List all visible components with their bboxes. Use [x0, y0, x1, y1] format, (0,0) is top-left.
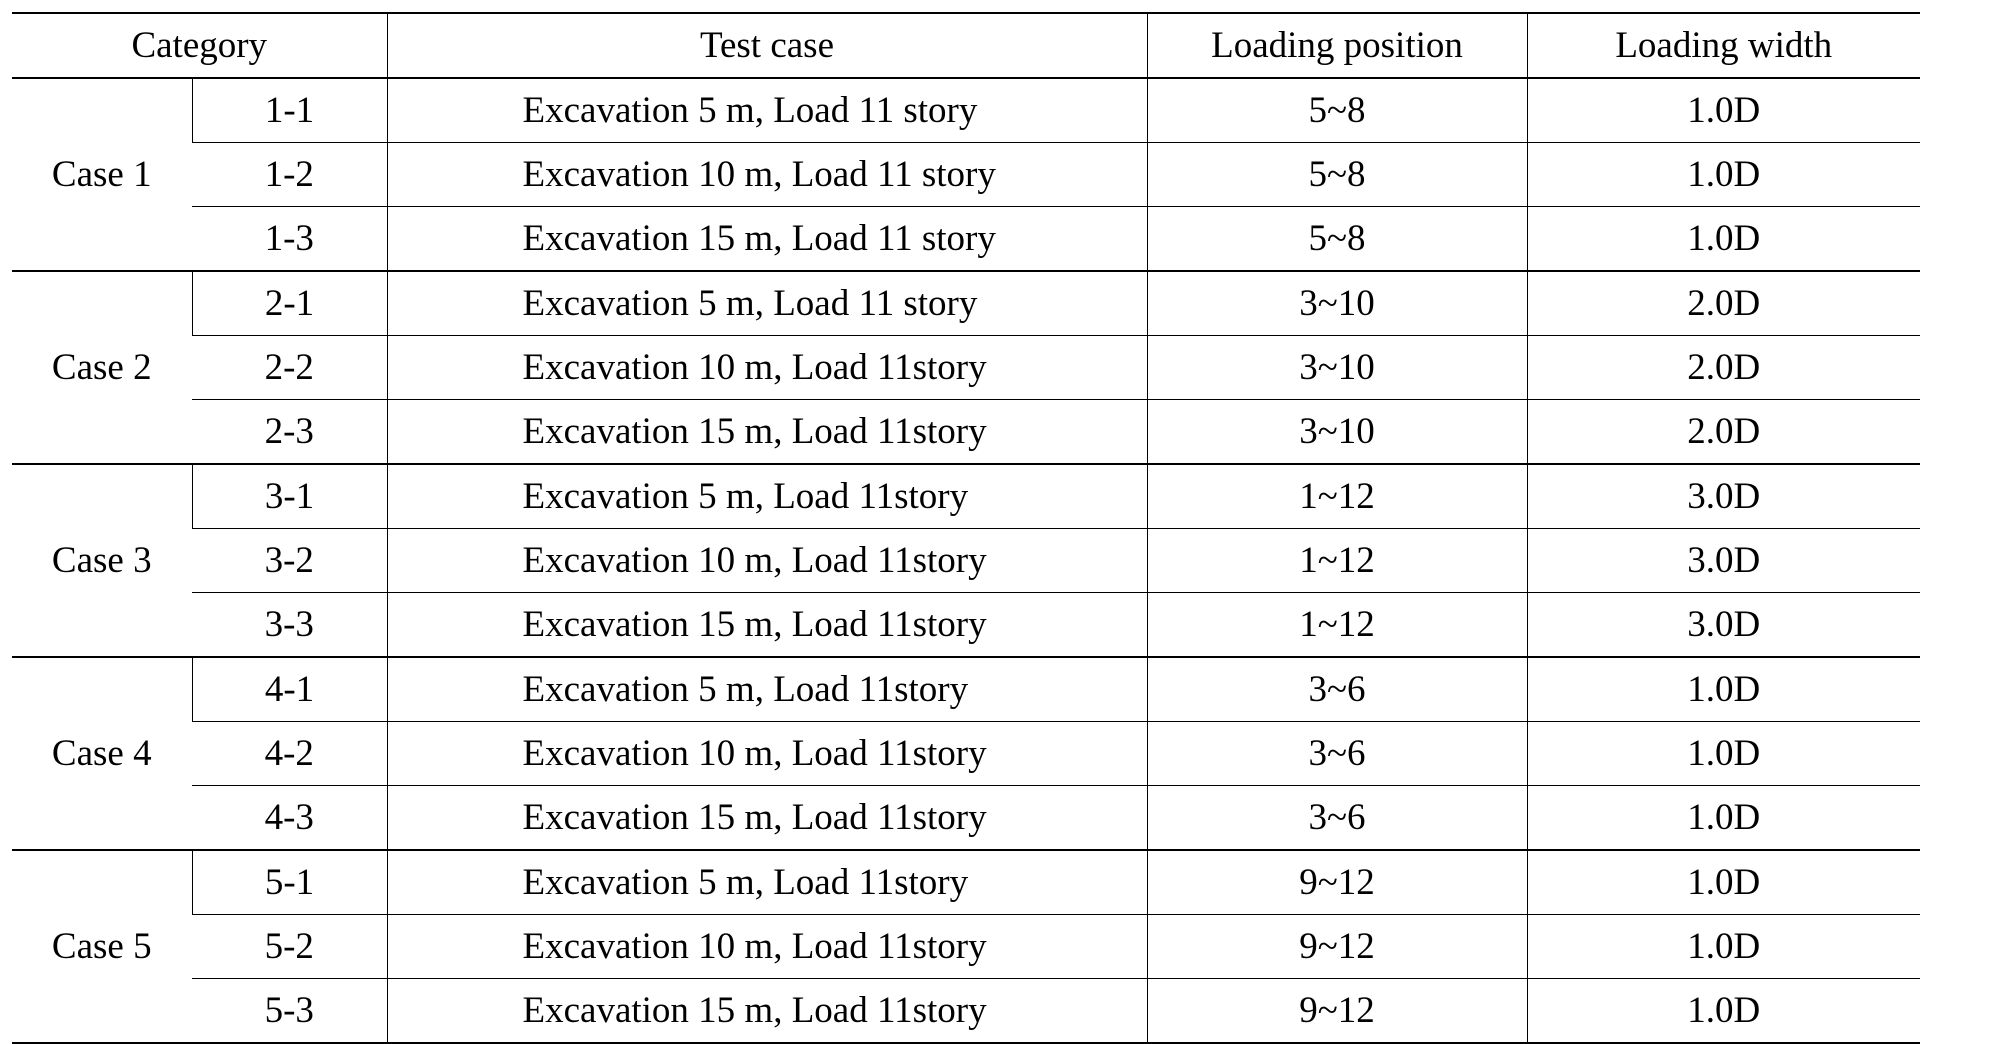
header-test-case: Test case	[387, 13, 1147, 78]
sub-case-id: 1-1	[192, 78, 387, 143]
sub-case-id: 5-3	[192, 979, 387, 1044]
table-row	[12, 464, 1920, 529]
table-row	[12, 529, 1920, 593]
loading-width-cell: 1.0D	[1527, 915, 1920, 979]
loading-position-cell: 1~12	[1147, 529, 1527, 593]
test-case-table	[12, 12, 1920, 1044]
test-case-cell: Excavation 15 m, Load 11story	[387, 786, 1147, 851]
sub-case-id: 1-2	[192, 143, 387, 207]
sub-case-id: 2-3	[192, 400, 387, 465]
test-case-cell: Excavation 10 m, Load 11 story	[387, 143, 1147, 207]
table-row	[12, 400, 1920, 465]
sub-case-id: 3-2	[192, 529, 387, 593]
table-row	[12, 207, 1920, 272]
loading-position-cell: 1~12	[1147, 593, 1527, 658]
table-row	[12, 143, 1920, 207]
table-row	[12, 850, 1920, 915]
sub-case-id: 5-1	[192, 850, 387, 915]
table-row	[12, 593, 1920, 658]
loading-width-cell: 2.0D	[1527, 336, 1920, 400]
loading-position-cell: 3~6	[1147, 722, 1527, 786]
loading-position-cell: 5~8	[1147, 207, 1527, 272]
loading-width-cell: 1.0D	[1527, 657, 1920, 722]
loading-position-cell: 9~12	[1147, 979, 1527, 1044]
test-case-cell: Excavation 5 m, Load 11story	[387, 850, 1147, 915]
test-case-cell: Excavation 5 m, Load 11 story	[387, 271, 1147, 336]
test-case-cell: Excavation 10 m, Load 11story	[387, 529, 1147, 593]
test-case-cell: Excavation 10 m, Load 11story	[387, 336, 1147, 400]
loading-width-cell: 3.0D	[1527, 464, 1920, 529]
sub-case-id: 3-3	[192, 593, 387, 658]
loading-width-cell: 1.0D	[1527, 722, 1920, 786]
header-category: Category	[12, 13, 387, 78]
table-row	[12, 722, 1920, 786]
sub-case-id: 5-2	[192, 915, 387, 979]
table-body	[12, 78, 1920, 1043]
test-case-cell: Excavation 5 m, Load 11 story	[387, 78, 1147, 143]
header-loading-width: Loading width	[1527, 13, 1920, 78]
table-row	[12, 78, 1920, 143]
test-case-cell: Excavation 5 m, Load 11story	[387, 657, 1147, 722]
loading-width-cell: 2.0D	[1527, 400, 1920, 465]
table-row	[12, 915, 1920, 979]
loading-position-cell: 3~6	[1147, 657, 1527, 722]
table-row	[12, 271, 1920, 336]
loading-position-cell: 5~8	[1147, 78, 1527, 143]
loading-width-cell: 2.0D	[1527, 271, 1920, 336]
case-label: Case 2	[12, 271, 192, 464]
case-label: Case 4	[12, 657, 192, 850]
test-case-cell: Excavation 5 m, Load 11story	[387, 464, 1147, 529]
case-label: Case 5	[12, 850, 192, 1043]
table-header	[12, 13, 1920, 78]
loading-position-cell: 1~12	[1147, 464, 1527, 529]
case-label: Case 3	[12, 464, 192, 657]
loading-position-cell: 9~12	[1147, 850, 1527, 915]
loading-width-cell: 1.0D	[1527, 78, 1920, 143]
test-case-cell: Excavation 15 m, Load 11story	[387, 593, 1147, 658]
sub-case-id: 1-3	[192, 207, 387, 272]
test-case-cell: Excavation 15 m, Load 11story	[387, 400, 1147, 465]
test-case-cell: Excavation 10 m, Load 11story	[387, 722, 1147, 786]
loading-position-cell: 3~6	[1147, 786, 1527, 851]
sub-case-id: 3-1	[192, 464, 387, 529]
sub-case-id: 2-2	[192, 336, 387, 400]
loading-width-cell: 3.0D	[1527, 593, 1920, 658]
table-row	[12, 336, 1920, 400]
test-case-cell: Excavation 10 m, Load 11story	[387, 915, 1147, 979]
loading-position-cell: 9~12	[1147, 915, 1527, 979]
loading-width-cell: 1.0D	[1527, 850, 1920, 915]
sub-case-id: 4-3	[192, 786, 387, 851]
loading-width-cell: 1.0D	[1527, 786, 1920, 851]
header-row	[12, 13, 1920, 78]
sub-case-id: 4-1	[192, 657, 387, 722]
header-loading-position: Loading position	[1147, 13, 1527, 78]
loading-position-cell: 3~10	[1147, 400, 1527, 465]
loading-position-cell: 5~8	[1147, 143, 1527, 207]
sub-case-id: 4-2	[192, 722, 387, 786]
loading-width-cell: 1.0D	[1527, 143, 1920, 207]
loading-position-cell: 3~10	[1147, 336, 1527, 400]
loading-position-cell: 3~10	[1147, 271, 1527, 336]
loading-width-cell: 3.0D	[1527, 529, 1920, 593]
table-row	[12, 657, 1920, 722]
loading-width-cell: 1.0D	[1527, 207, 1920, 272]
test-case-cell: Excavation 15 m, Load 11 story	[387, 207, 1147, 272]
table-row	[12, 786, 1920, 851]
table-row	[12, 979, 1920, 1044]
sub-case-id: 2-1	[192, 271, 387, 336]
loading-width-cell: 1.0D	[1527, 979, 1920, 1044]
test-case-cell: Excavation 15 m, Load 11story	[387, 979, 1147, 1044]
case-label: Case 1	[12, 78, 192, 271]
